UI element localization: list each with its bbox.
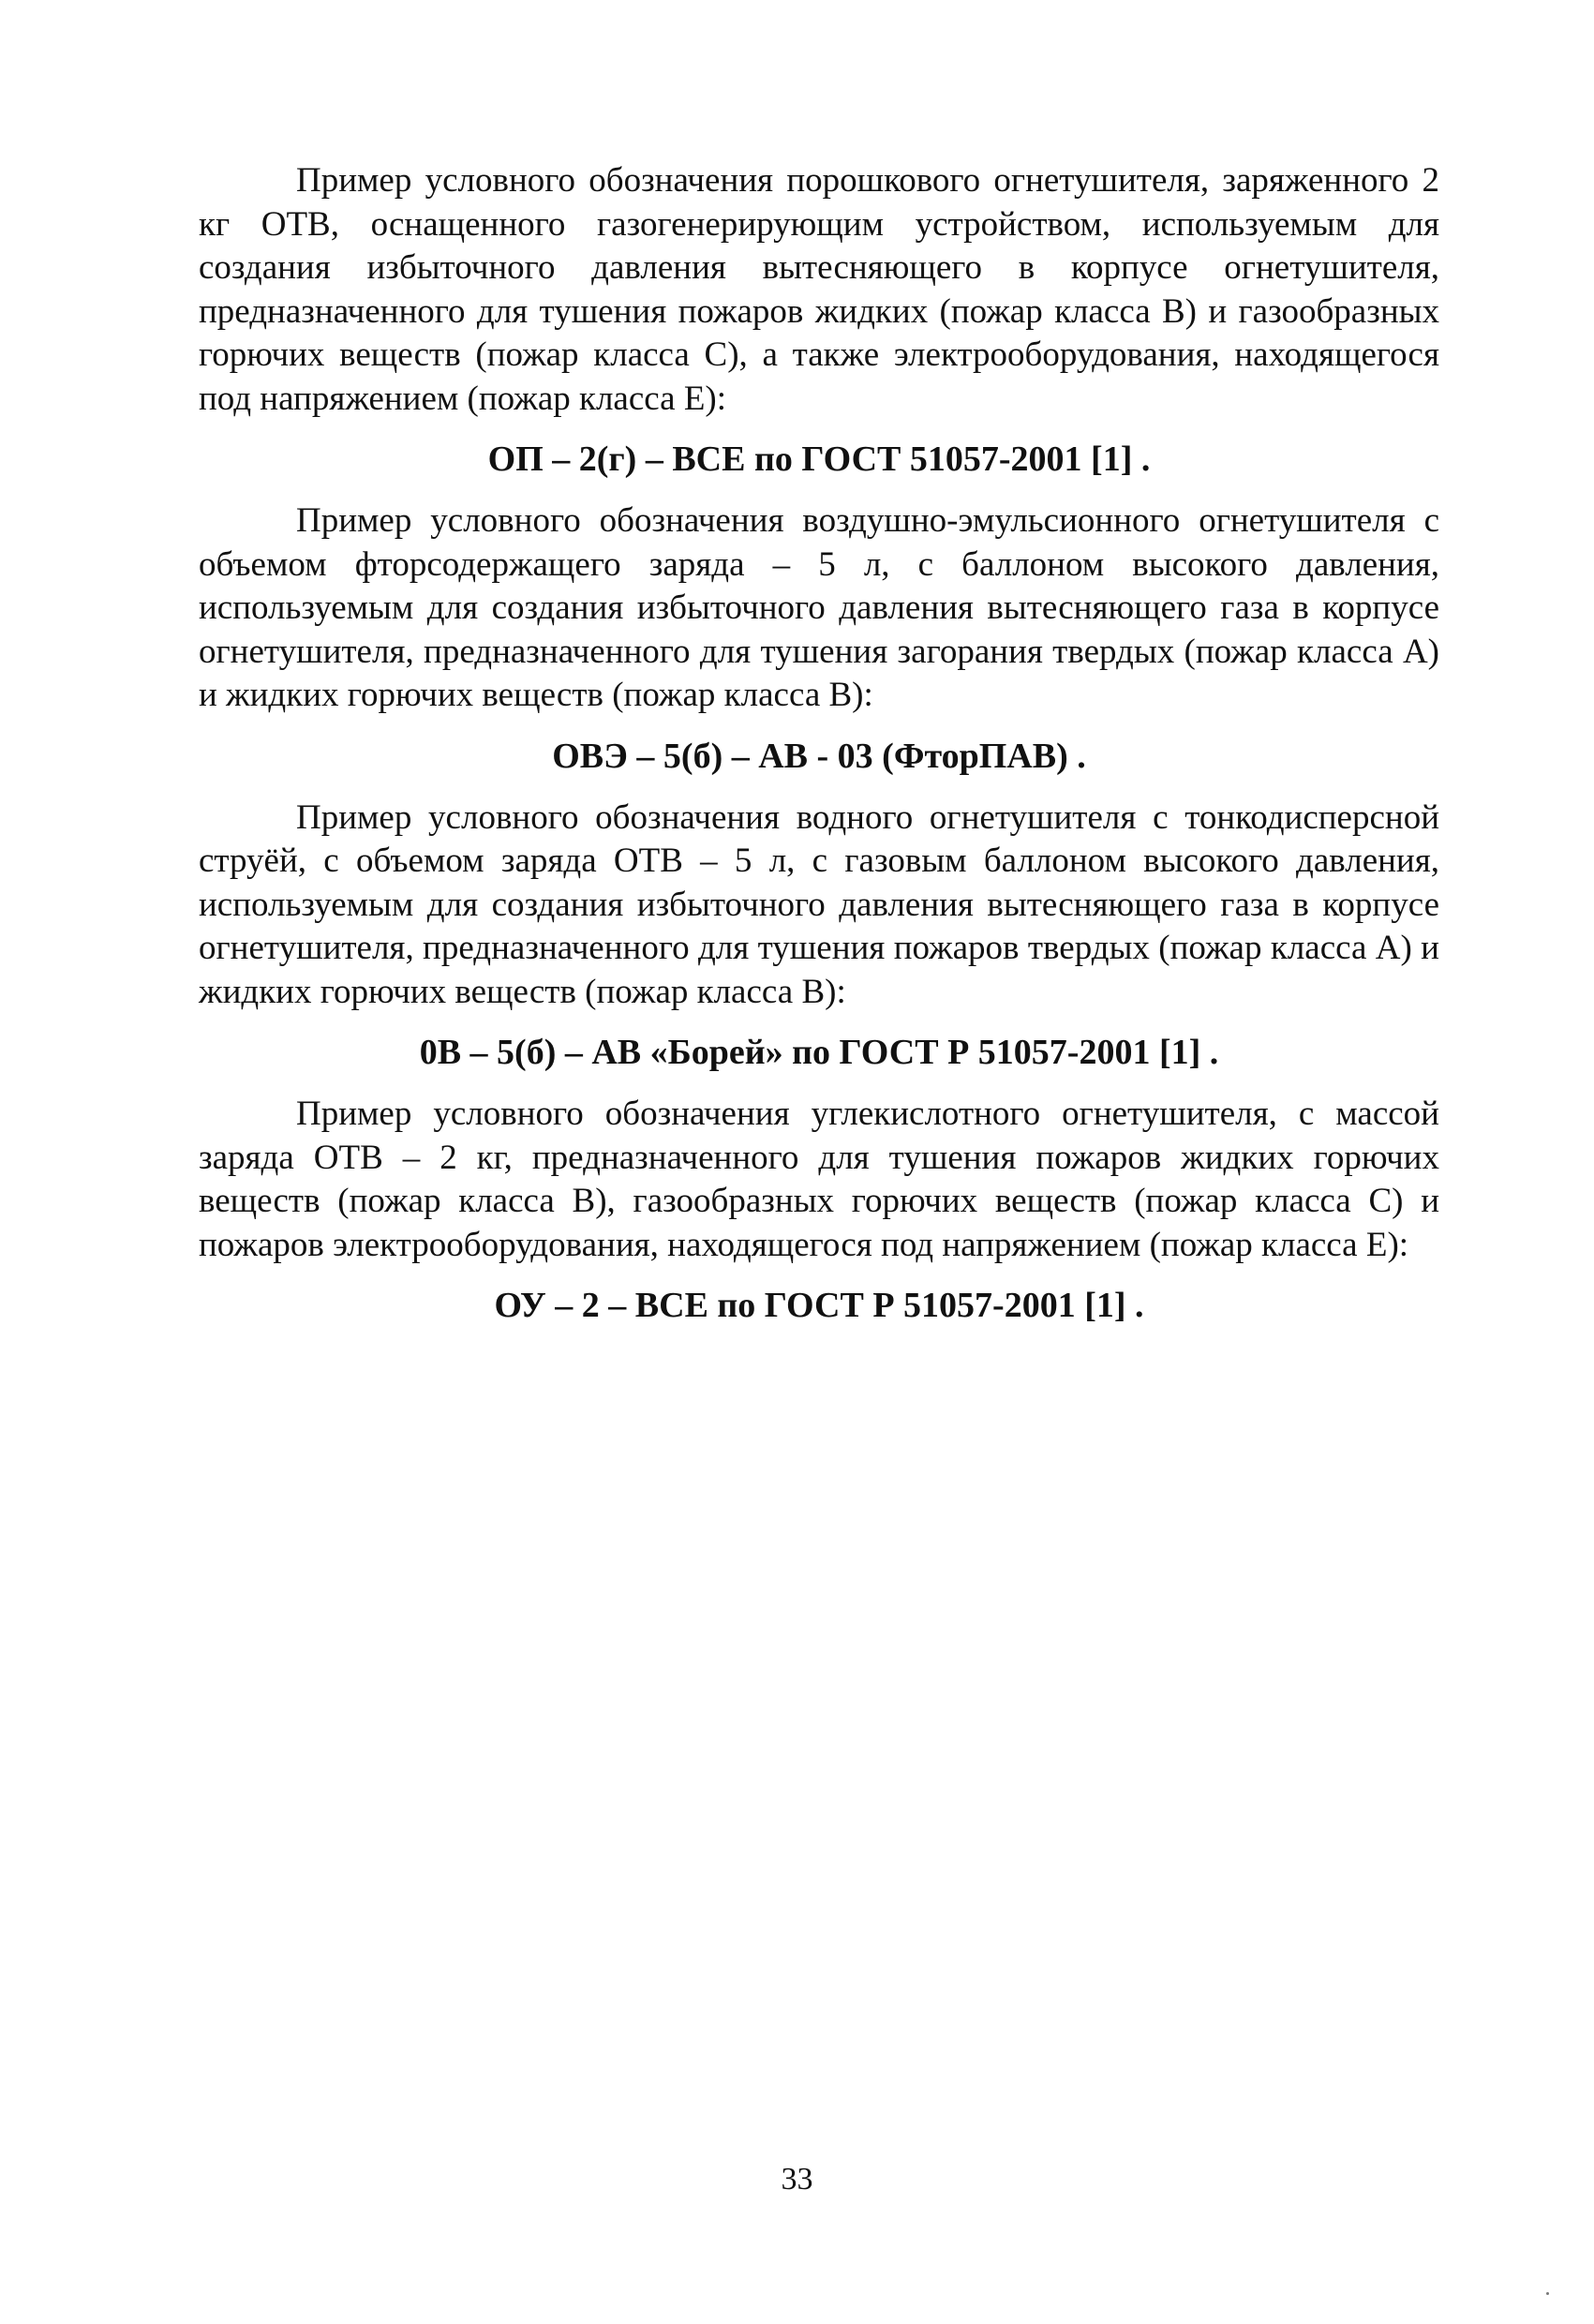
paragraph-carbon-dioxide-extinguisher: Пример условного обозначения углекислотного огнетушителя, с массой заряда ОТВ – 2 кг, предназначенного для тушения пожаров жидких горючих веществ (пожар класса В), газообразных горючих веществ (пожар класса С) и пожаров электрооборудования, находящегося под напряжением (пожар класса Е): [199, 1095, 1439, 1264]
paragraph-powder-extinguisher: Пример условного обозначения порошкового огнетушителя, заряженного 2 кг ОТВ, оснащенного газогенерирующим устройством, используемым для создания избыточного давления вытесняющего в корпусе огнетушителя, предназначенного для тушения пожаров жидких (пожар класса В) и газообразных горючих веществ (пожар класса С), а также электрооборудования, находящегося под напряжением (пожар класса Е): [199, 161, 1439, 418]
paragraph-water-extinguisher: Пример условного обозначения водного огнетушителя с тонкодисперсной струёй, с объемом заряда ОТВ – 5 л, с газовым баллоном высокого давления, используемым для создания избыточного давления вытесняющего газа в корпусе огнетушителя, предназначенного для тушения пожаров твердых (пожар класса А) и жидких горючих веществ (пожар класса В): [199, 797, 1439, 1011]
designation-powder-extinguisher: ОП – 2(г) – ВСЕ по ГОСТ 51057-2001 [1] . [487, 439, 1151, 479]
designation-water-extinguisher: 0В – 5(б) – АВ «Борей» по ГОСТ Р 51057-2001 [1] . [419, 1033, 1219, 1072]
document-page [199, 159, 1439, 1346]
designation-carbon-dioxide-extinguisher: ОУ – 2 – ВСЕ по ГОСТ Р 51057-2001 [1] . [494, 1286, 1144, 1325]
page-number: 33 [781, 2162, 813, 2197]
designation-air-emulsion-extinguisher: ОВЭ – 5(б) – АВ - 03 (ФторПАВ) . [552, 736, 1086, 776]
paragraph-air-emulsion-extinguisher: Пример условного обозначения воздушно-эмульсионного огнетушителя с объемом фторсодержащего заряда – 5 л, с баллоном высокого давления, используемым для создания избыточного давления вытесняющего газа в корпусе огнетушителя, предназначенного для тушения загорания твердых (пожар класса А) и жидких горючих веществ (пожар класса В): [199, 501, 1439, 714]
scan-speck [1546, 2292, 1549, 2295]
